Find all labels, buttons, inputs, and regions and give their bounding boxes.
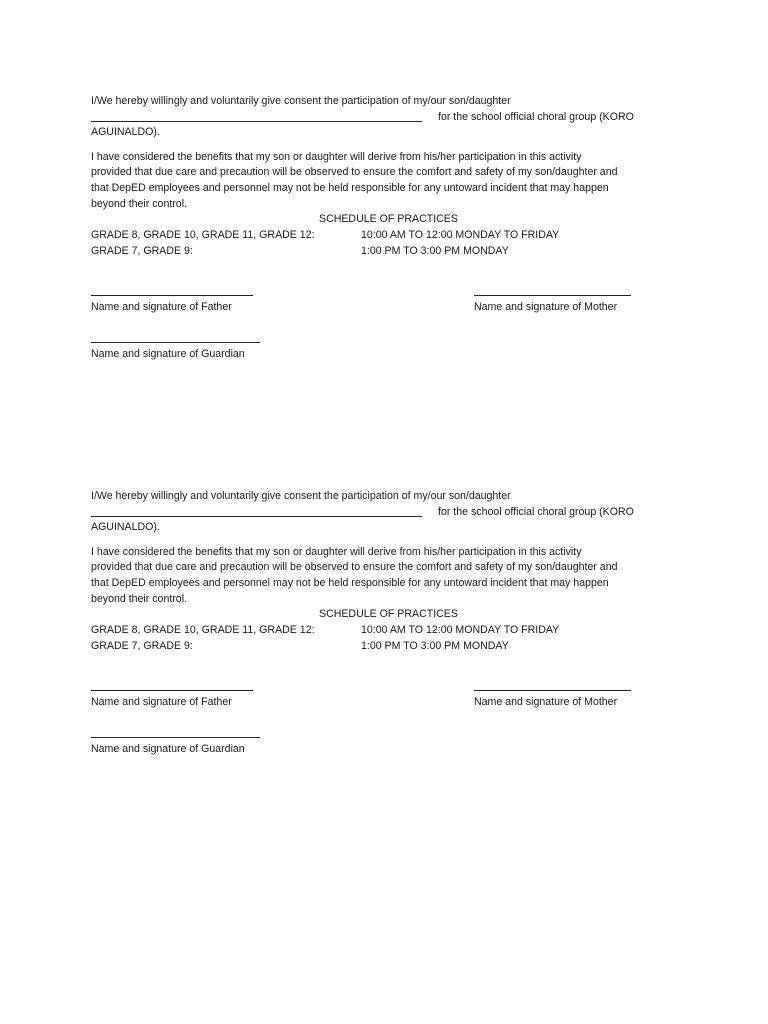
father-signature-block	[91, 295, 253, 316]
choral-group-text: for the school official choral group (KORO	[438, 110, 634, 123]
consent-statement: I/We hereby willingly and voluntarily give consent the participation of my/our son/daughter	[91, 490, 511, 502]
guardian-signature-block	[91, 737, 260, 758]
child-name-blank[interactable]	[91, 516, 422, 517]
schedule-row	[91, 623, 691, 639]
benefits-paragraph	[91, 150, 691, 212]
schedule-time: 1:00 PM TO 3:00 PM MONDAY	[361, 244, 509, 257]
choral-group-name: AGUINALDO).	[91, 521, 160, 534]
guardian-signature-line[interactable]	[91, 342, 260, 343]
benefits-paragraph	[91, 545, 691, 607]
benefits-line: provided that due care and precaution will be observed to ensure the comfort and safety of my son/daughter and	[91, 166, 618, 179]
guardian-signature-label: Name and signature of Guardian	[91, 347, 245, 360]
benefits-line: that DepED employees and personnel may not be held responsible for any untoward incident that may happen	[91, 181, 609, 194]
mother-signature-block	[474, 690, 631, 711]
schedule-grades: GRADE 8, GRADE 10, GRADE 11, GRADE 12:	[91, 228, 315, 241]
schedule-time: 10:00 AM TO 12:00 MONDAY TO FRIDAY	[361, 623, 560, 636]
benefits-line: I have considered the benefits that my son or daughter will derive from his/her participation in this activity	[91, 150, 582, 163]
schedule-heading: SCHEDULE OF PRACTICES	[319, 213, 458, 226]
schedule-row	[91, 228, 691, 244]
mother-signature-line[interactable]	[474, 690, 631, 691]
consent-statement: I/We hereby willingly and voluntarily give consent the participation of my/our son/daughter	[91, 95, 511, 107]
benefits-line: I have considered the benefits that my son or daughter will derive from his/her participation in this activity	[91, 545, 582, 558]
mother-signature-block	[474, 295, 631, 316]
benefits-line: beyond their control.	[91, 592, 187, 605]
schedule-grades: GRADE 7, GRADE 9:	[91, 244, 193, 257]
father-signature-line[interactable]	[91, 690, 253, 691]
child-name-row	[91, 110, 691, 126]
signature-area	[91, 655, 691, 795]
schedule-grades: GRADE 7, GRADE 9:	[91, 639, 193, 652]
benefits-line: beyond their control.	[91, 197, 187, 210]
benefits-line: provided that due care and precaution will be observed to ensure the comfort and safety of my son/daughter and	[91, 561, 618, 574]
guardian-signature-line[interactable]	[91, 737, 260, 738]
consent-form	[91, 489, 691, 795]
benefits-line: that DepED employees and personnel may not be held responsible for any untoward incident that may happen	[91, 576, 609, 589]
child-name-blank[interactable]	[91, 121, 422, 122]
guardian-signature-block	[91, 342, 260, 363]
father-signature-block	[91, 690, 253, 711]
mother-signature-line[interactable]	[474, 295, 631, 296]
father-signature-line[interactable]	[91, 295, 253, 296]
schedule-time: 10:00 AM TO 12:00 MONDAY TO FRIDAY	[361, 228, 560, 241]
choral-group-text: for the school official choral group (KORO	[438, 505, 634, 518]
child-name-row	[91, 505, 691, 521]
choral-group-name: AGUINALDO).	[91, 126, 160, 139]
guardian-signature-label: Name and signature of Guardian	[91, 742, 245, 755]
schedule-row	[91, 639, 691, 655]
schedule-row	[91, 244, 691, 260]
schedule-grades: GRADE 8, GRADE 10, GRADE 11, GRADE 12:	[91, 623, 315, 636]
mother-signature-label: Name and signature of Mother	[474, 695, 618, 708]
schedule-time: 1:00 PM TO 3:00 PM MONDAY	[361, 639, 509, 652]
mother-signature-label: Name and signature of Mother	[474, 300, 618, 313]
signature-area	[91, 260, 691, 400]
consent-form	[91, 94, 691, 400]
father-signature-label: Name and signature of Father	[91, 695, 232, 708]
schedule-heading: SCHEDULE OF PRACTICES	[319, 608, 458, 621]
father-signature-label: Name and signature of Father	[91, 300, 232, 313]
